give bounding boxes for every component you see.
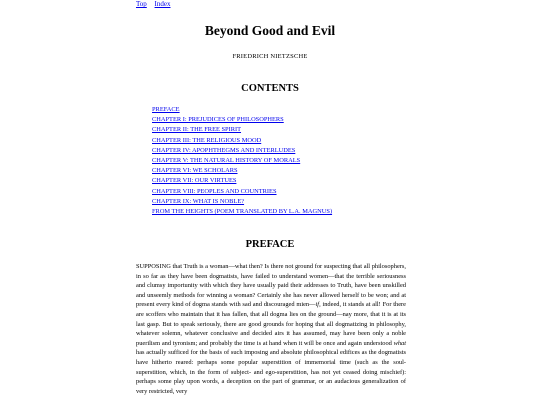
preface-text-1: SUPPOSING that Truth is a woman—what then? Is there not ground for suspecting that all philosophers, in so far as they have been dogmatists, have failed to understand women—that the terrible seriousness and clumsy importunity with which they have usually paid their addresses to Truth, have been unskilled and unseemly methods for winning a woman? Certainly she has never allowed herself to be won; and at present every kind of dogma stands with sad and discouraged mien— xyxy=(136,263,406,309)
toc-link-chapter-2[interactable]: CHAPTER II: THE FREE SPIRIT xyxy=(152,126,242,134)
toc-item xyxy=(152,125,332,135)
toc-link-chapter-3[interactable]: CHAPTER III: THE RELIGIOUS MOOD xyxy=(152,136,262,144)
book-title: Beyond Good and Evil xyxy=(204,23,336,38)
toc-item xyxy=(152,156,332,166)
index-link[interactable]: Index xyxy=(154,0,171,8)
toc-link-preface[interactable]: PREFACE xyxy=(152,106,180,113)
toc-link-chapter-7[interactable]: CHAPTER VII: OUR VIRTUES xyxy=(152,177,237,185)
preface-emphasis-if: if xyxy=(315,301,320,309)
toc-item xyxy=(152,115,332,125)
table-of-contents xyxy=(152,105,332,217)
toc-link-chapter-1[interactable]: CHAPTER I: PREJUDICES OF PHILOSOPHERS xyxy=(152,116,284,124)
toc-item xyxy=(152,166,332,176)
toc-item xyxy=(152,207,332,217)
toc-item xyxy=(152,176,332,186)
toc-link-chapter-9[interactable]: CHAPTER IX: WHAT IS NOBLE? xyxy=(152,197,245,205)
preface-paragraph xyxy=(136,262,406,396)
toc-item xyxy=(152,187,332,197)
contents-heading: CONTENTS xyxy=(241,83,299,94)
preface-text-3: has actually sufficed for the basis of such imposing and absolute philosophical edifices as the dogmatists have hitherto reared: perhaps some popular superstition of immemorial time (such as the soul-superstition, which, in the form of subject- and ego-superstition, has not yet ceased doing mischief): perhaps some play upon words, a deception on the part of grammar, or an audacious generalization of very restricted, very xyxy=(136,349,406,395)
preface-heading: PREFACE xyxy=(245,239,295,250)
toc-link-chapter-8[interactable]: CHAPTER VIII: PEOPLES AND COUNTRIES xyxy=(152,187,277,195)
toc-item xyxy=(152,105,332,115)
toc-item xyxy=(152,136,332,146)
preface-text-2: , indeed, it stands at all! For there are scoffers who maintain that it has fallen, that all dogma lies on the ground—nay more, that it is at its last gasp. But to speak seriously, there are good grounds for hoping that all dogmatizing in philosophy, whatever solemn, whatever conclusive and decided airs it has assumed, may have been only a noble puerilism and tyronism; and probably the time is at hand when it will be once and again understood xyxy=(136,301,406,347)
toc-link-poem[interactable]: FROM THE HEIGHTS (POEM TRANSLATED BY L.A. MAGNUS) xyxy=(152,208,333,216)
toc-link-chapter-6[interactable]: CHAPTER VI: WE SCHOLARS xyxy=(152,167,238,175)
top-navigation xyxy=(136,0,177,9)
toc-item xyxy=(152,197,332,207)
toc-link-chapter-4[interactable]: CHAPTER IV: APOPHTHEGMS AND INTERLUDES xyxy=(152,146,296,154)
author-name: FRIEDRICH NIETZSCHE xyxy=(232,53,308,60)
preface-emphasis-what: what xyxy=(393,339,406,347)
toc-link-chapter-5[interactable]: CHAPTER V: THE NATURAL HISTORY OF MORALS xyxy=(152,157,301,165)
top-link[interactable]: Top xyxy=(136,0,147,8)
toc-item xyxy=(152,146,332,156)
